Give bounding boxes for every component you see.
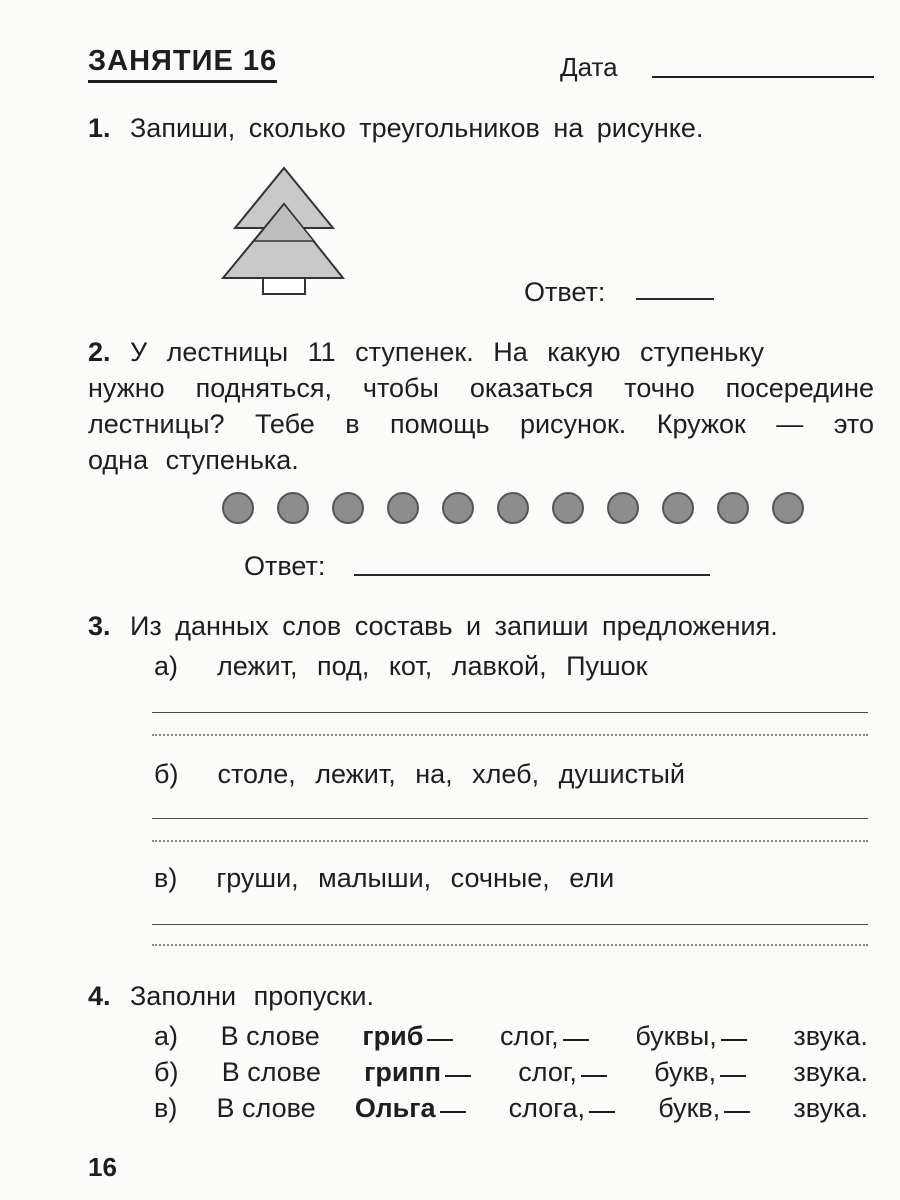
task-4-text: Заполни пропуски.	[130, 981, 374, 1011]
task-4-item-a-part-3: звука.	[793, 1021, 868, 1051]
task-4-item-c-label: в)	[154, 1093, 178, 1123]
task-2-line-1: У лестницы 11 ступенек. На какую ступеньку	[130, 337, 764, 367]
task-1-answer-field[interactable]	[636, 298, 714, 300]
task-3-item-a-write-line-2[interactable]	[152, 734, 868, 736]
task-4-item-c-blank-1[interactable]	[440, 1111, 466, 1113]
task-1-heading	[88, 110, 703, 146]
task-4-item-a	[154, 1018, 868, 1054]
task-4-item-a-label: а)	[154, 1021, 179, 1051]
task-4-item-a-prefix: В слове	[220, 1021, 320, 1051]
task-4-item-b-word: грипп	[364, 1057, 442, 1087]
step-circle	[552, 492, 584, 524]
page-number: 16	[88, 1152, 117, 1182]
task-3-item-b-write-line-2[interactable]	[152, 840, 868, 842]
step-circle	[772, 492, 804, 524]
task-2-number: 2.	[88, 337, 111, 367]
task-4-item-c-part-2: букв,	[658, 1093, 721, 1123]
task-3-item-c	[154, 860, 614, 896]
task-1-answer-label: Ответ:	[524, 277, 606, 307]
task-4-item-a-part-2: буквы,	[635, 1021, 717, 1051]
step-circle	[277, 492, 309, 524]
task-4-item-c-blank-2[interactable]	[589, 1111, 615, 1113]
task-2-line-4: одна ступенька.	[88, 445, 299, 475]
task-4-item-c-part-1: слога,	[508, 1093, 586, 1123]
task-1-text: Запиши, сколько треугольников на рисунке.	[130, 113, 704, 143]
task-3-heading	[88, 608, 778, 644]
task-4-item-b-part-2: букв,	[654, 1057, 717, 1087]
task-4-heading	[88, 978, 374, 1014]
date-field[interactable]	[652, 76, 874, 78]
task-2-line-3: лестницы? Тебе в помощь рисунок. Кружок — это	[88, 409, 874, 439]
date-label: Дата	[560, 52, 618, 82]
task-4-item-c-word: Ольга	[354, 1093, 436, 1123]
task-4-item-c	[154, 1090, 868, 1126]
task-2-text-block	[88, 334, 874, 478]
task-3-item-c-write-line-2[interactable]	[152, 944, 868, 946]
task-1-number: 1.	[88, 113, 111, 143]
task-4-item-b-prefix: В слове	[221, 1057, 321, 1087]
task-3-item-b-write-line-1[interactable]	[152, 818, 868, 819]
task-3-item-b-label: б)	[154, 759, 179, 789]
christmas-tree-figure	[215, 160, 355, 300]
task-3-item-c-label: в)	[154, 863, 178, 893]
task-4-item-c-prefix: В слове	[216, 1093, 316, 1123]
task-4-item-b	[154, 1054, 868, 1090]
task-3-number: 3.	[88, 611, 111, 641]
task-4-item-b-part-1: слог,	[518, 1057, 577, 1087]
step-circle	[442, 492, 474, 524]
task-4-item-b-blank-1[interactable]	[445, 1075, 471, 1077]
task-2-answer-label: Ответ:	[244, 551, 326, 581]
task-2-line-2: нужно подняться, чтобы оказаться точно посередине	[88, 373, 874, 403]
step-circle	[332, 492, 364, 524]
task-4-item-b-blank-2[interactable]	[581, 1075, 607, 1077]
task-3-item-b-words: столе, лежит, на, хлеб, душистый	[217, 759, 685, 789]
task-4-item-b-label: б)	[154, 1057, 179, 1087]
step-circle	[222, 492, 254, 524]
task-3-item-a-label: а)	[154, 651, 179, 681]
task-2-answer-field[interactable]	[354, 574, 710, 576]
task-3-item-c-write-line-1[interactable]	[152, 924, 868, 925]
task-3-item-c-words: груши, малыши, сочные, ели	[216, 863, 615, 893]
task-3-item-a-write-line-1[interactable]	[152, 712, 868, 713]
task-4-item-b-blank-3[interactable]	[720, 1075, 746, 1077]
task-4-item-c-part-3: звука.	[793, 1093, 868, 1123]
step-circle	[717, 492, 749, 524]
task-4-item-a-blank-3[interactable]	[721, 1039, 747, 1041]
task-3-item-a-words: лежит, под, кот, лавкой, Пушок	[217, 651, 648, 681]
task-3-item-b	[154, 756, 685, 792]
step-circle	[607, 492, 639, 524]
task-4-item-a-blank-2[interactable]	[563, 1039, 589, 1041]
task-4-item-b-part-3: звука.	[793, 1057, 868, 1087]
task-4-item-a-blank-1[interactable]	[427, 1039, 453, 1041]
step-circle	[662, 492, 694, 524]
task-4-item-c-blank-3[interactable]	[724, 1111, 750, 1113]
steps-circles	[222, 492, 812, 526]
task-4-item-a-part-1: слог,	[500, 1021, 559, 1051]
task-3-item-a	[154, 648, 647, 684]
task-3-text: Из данных слов составь и запиши предложения.	[130, 611, 778, 641]
task-4-number: 4.	[88, 981, 111, 1011]
lesson-title: ЗАНЯТИЕ 16	[88, 44, 277, 83]
task-4-item-a-word: гриб	[362, 1021, 424, 1051]
step-circle	[387, 492, 419, 524]
step-circle	[497, 492, 529, 524]
